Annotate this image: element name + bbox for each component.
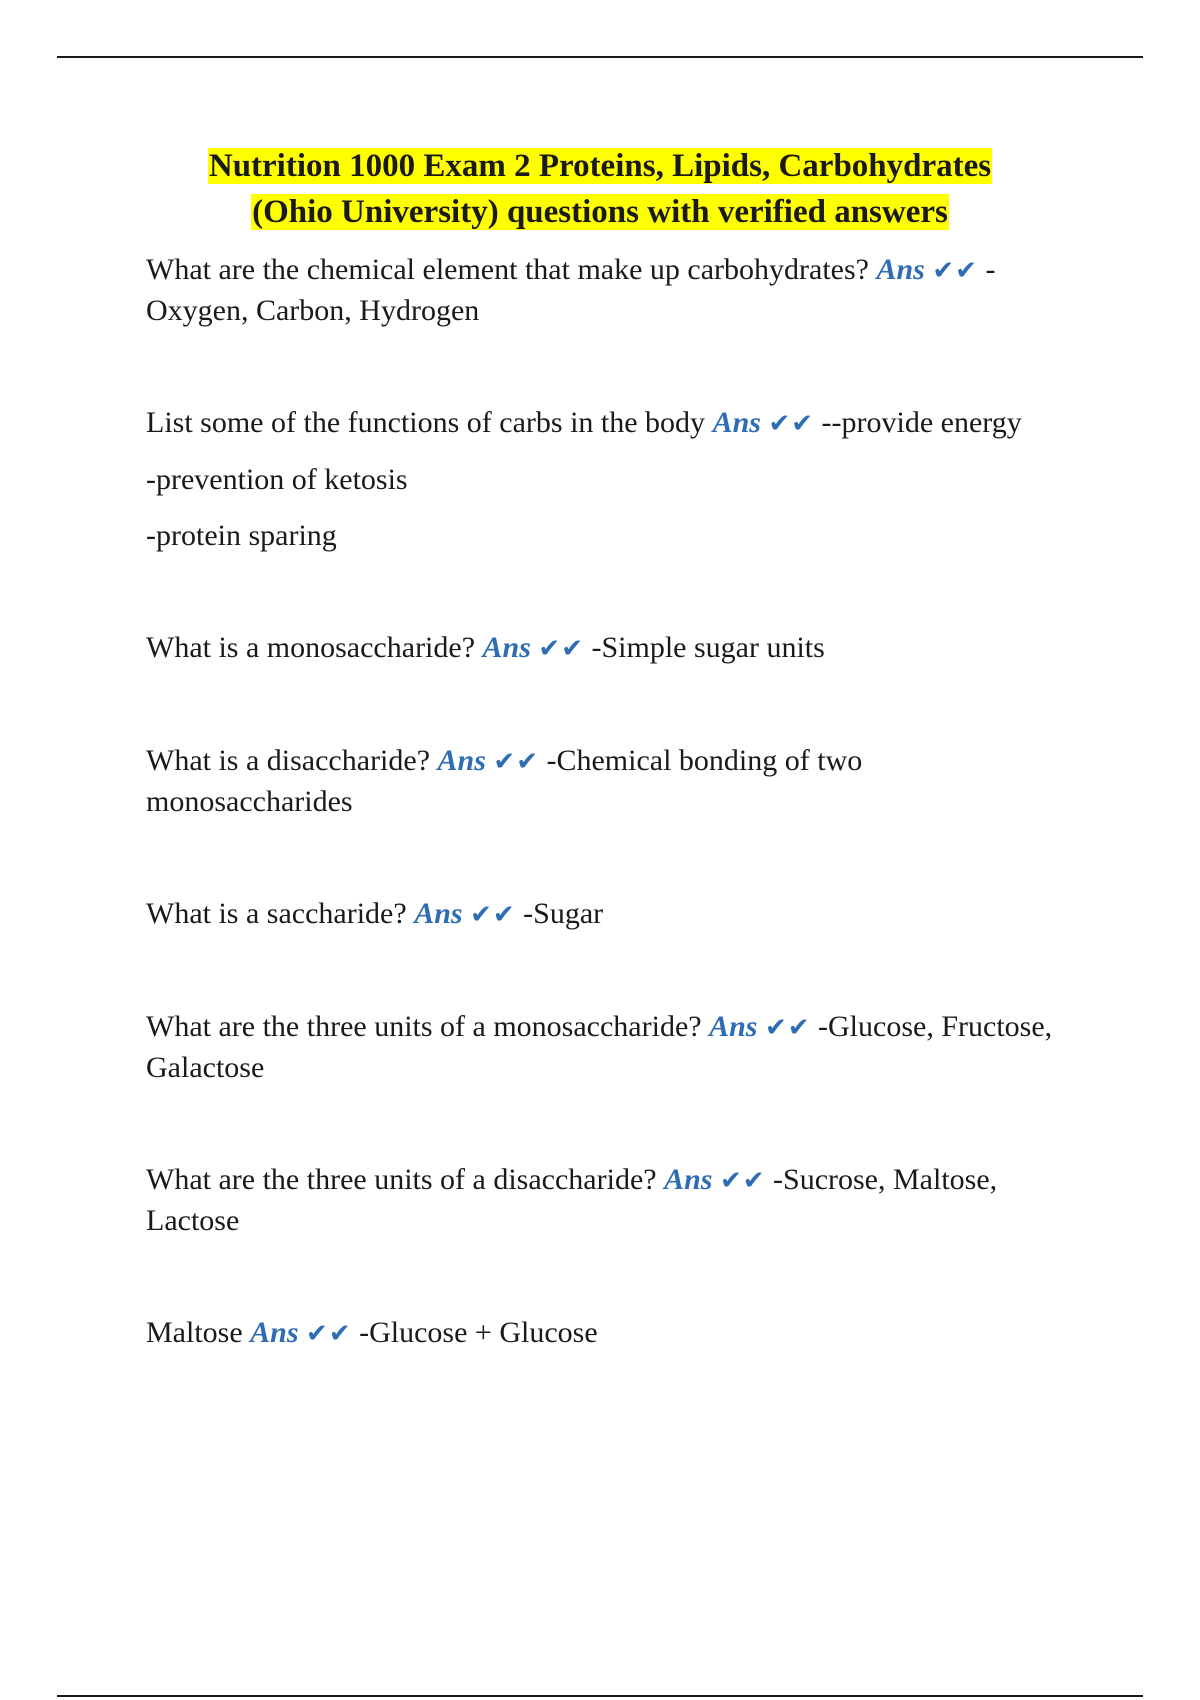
qa-item-2 xyxy=(146,403,1071,444)
ans-label: Ans xyxy=(709,1010,758,1043)
answer-text: -Glucose, Fructose, Galactose xyxy=(146,1010,1053,1084)
ans-label: Ans xyxy=(482,631,531,664)
qa-item-1 xyxy=(146,250,1071,331)
answer-continuation: -protein sparing xyxy=(146,519,337,552)
answer-text: -Sucrose, Maltose, Lactose xyxy=(146,1163,998,1237)
double-check-icon: ✔✔ xyxy=(932,256,978,286)
qa-item-3 xyxy=(146,628,1071,669)
question-text: What is a monosaccharide? xyxy=(146,631,476,664)
footer-rule xyxy=(57,1695,1143,1697)
ans-label: Ans xyxy=(414,897,463,930)
question-text: List some of the functions of carbs in the body xyxy=(146,406,706,439)
question-text: What are the chemical element that make up carbohydrates? xyxy=(146,253,869,286)
qa-item-5 xyxy=(146,894,1071,935)
double-check-icon: ✔✔ xyxy=(538,634,584,664)
answer-text: -Chemical bonding of two monosaccharides xyxy=(146,744,863,818)
ans-label: Ans xyxy=(250,1316,299,1349)
answer-text: -Oxygen, Carbon, Hydrogen xyxy=(146,253,996,327)
qa-item-7 xyxy=(146,1160,1071,1241)
question-text: What are the three units of a monosaccharide? xyxy=(146,1010,702,1043)
question-text: What are the three units of a disaccharide? xyxy=(146,1163,657,1196)
title-line-1: Nutrition 1000 Exam 2 Proteins, Lipids, Carbohydrates xyxy=(208,148,992,184)
double-check-icon: ✔✔ xyxy=(493,747,539,777)
answer-continuation: -prevention of ketosis xyxy=(146,463,408,496)
question-text: What is a saccharide? xyxy=(146,897,407,930)
double-check-icon: ✔✔ xyxy=(306,1319,352,1349)
ans-label: Ans xyxy=(664,1163,713,1196)
document-title xyxy=(60,143,1140,235)
question-text: What is a disaccharide? xyxy=(146,744,431,777)
ans-label: Ans xyxy=(437,744,486,777)
double-check-icon: ✔✔ xyxy=(719,1166,766,1196)
answer-text: -Glucose + Glucose xyxy=(359,1316,598,1349)
answer-text: -Sugar xyxy=(523,897,604,930)
ans-label: Ans xyxy=(876,253,925,286)
header-rule xyxy=(57,56,1143,58)
answer-text: --provide energy xyxy=(821,406,1022,439)
question-text: Maltose xyxy=(146,1316,243,1349)
ans-label: Ans xyxy=(712,406,761,439)
double-check-icon: ✔✔ xyxy=(768,409,815,439)
double-check-icon: ✔✔ xyxy=(764,1013,811,1043)
qa-item-8 xyxy=(146,1313,1071,1354)
title-line-2: (Ohio University) questions with verified answers xyxy=(252,194,948,230)
qa-list xyxy=(146,250,1071,1354)
double-check-icon: ✔✔ xyxy=(470,900,516,930)
qa-item-4 xyxy=(146,741,1071,822)
answer-text: -Simple sugar units xyxy=(591,631,825,664)
qa-item-6 xyxy=(146,1007,1071,1088)
